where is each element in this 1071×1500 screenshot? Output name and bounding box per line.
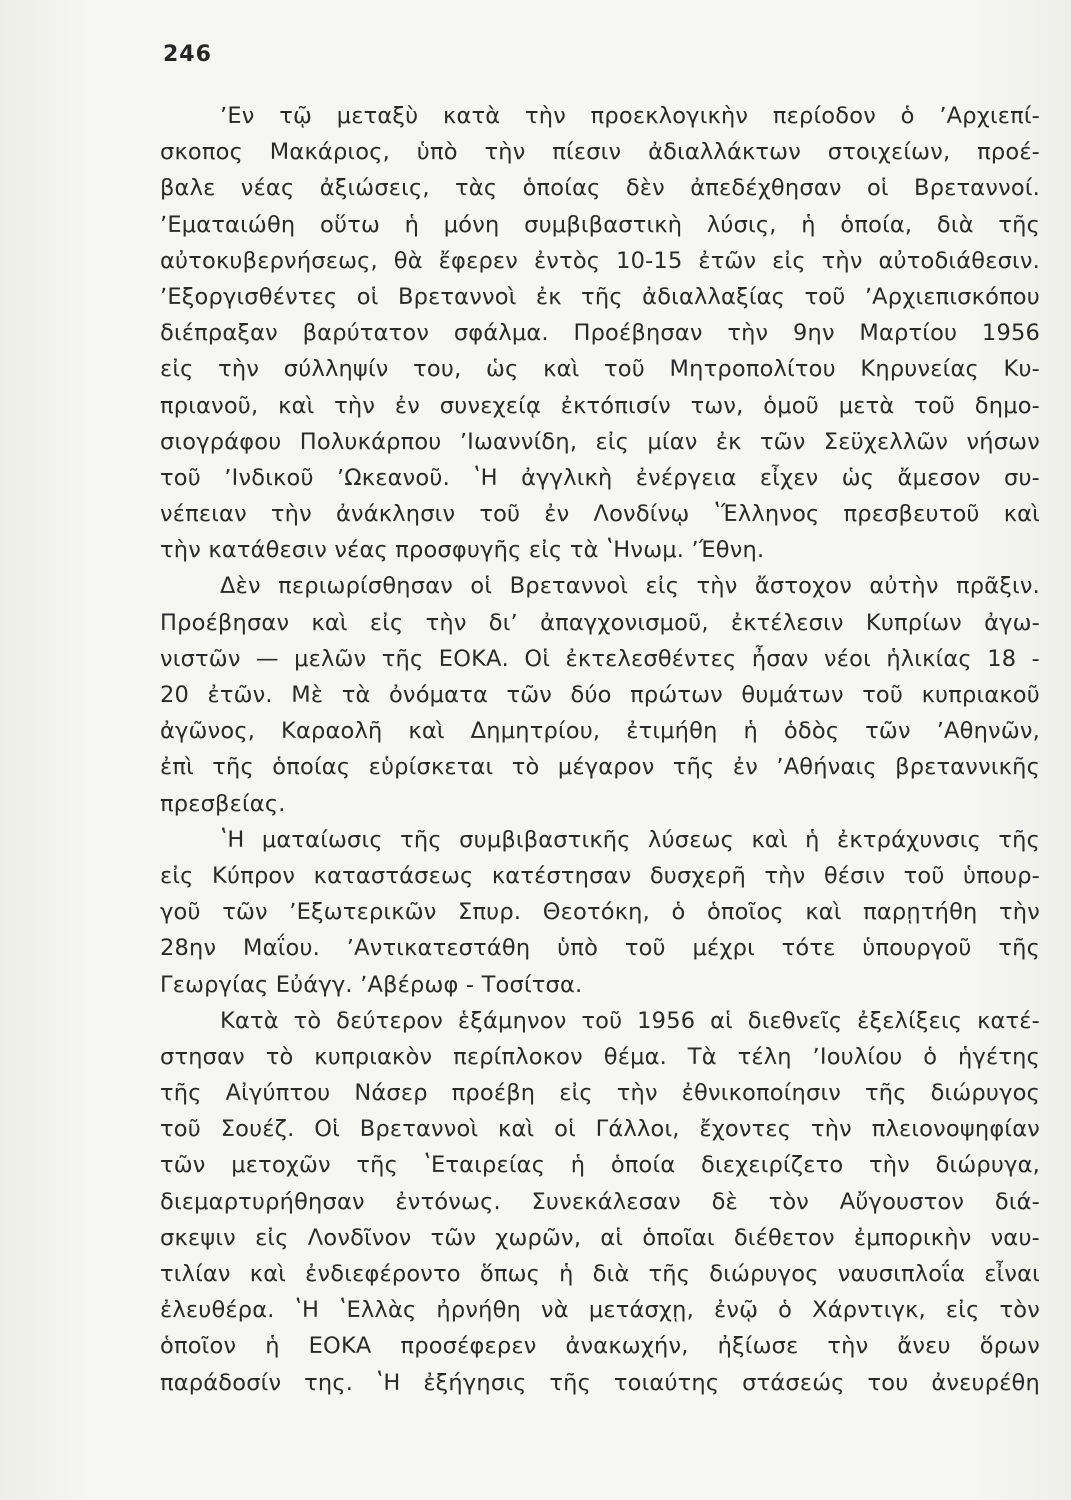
text-line: ἐπὶ τῆς ὁποίας εὑρίσκεται τὸ μέγαρον τῆς ἐν ʼΑθήναις βρεταννικῆς: [160, 754, 1040, 781]
text-line: ʼΕματαιώθη οὕτω ἡ μόνη συμβιβαστικὴ λύσις, ἡ ὁποία, διὰ τῆς: [160, 211, 1040, 238]
text-line: νιστῶν — μελῶν τῆς ΕΟΚΑ. Οἱ ἐκτελεσθέντες ἦσαν νέοι ἡλικίας 18 -: [160, 645, 1040, 672]
text-line: τῆς Αἰγύπτου Νάσερ προέβη εἰς τὴν ἐθνικοποίησιν τῆς διώρυγος: [160, 1080, 1040, 1107]
body-text: [160, 98, 1040, 1401]
text-line: διεμαρτυρήθησαν ἐντόνως. Συνεκάλεσαν δὲ τὸν Αὔγουστον διά-: [160, 1188, 1040, 1215]
text-line: πρεσβείας.: [160, 790, 286, 817]
text-line: 20 ἐτῶν. Μὲ τὰ ὀνόματα τῶν δύο πρώτων θυμάτων τοῦ κυπριακοῦ: [160, 682, 1040, 708]
text-line: νέπειαν τὴν ἀνάκλησιν τοῦ ἐν Λονδίνῳ ʽΈλληνος πρεσβευτοῦ καὶ: [160, 501, 1040, 528]
text-line: Γεωργίας Εὐάγγ. ʼΑβέρωφ - Τοσίτσα.: [160, 971, 583, 998]
text-line: ʼΕν τῷ μεταξὺ κατὰ τὴν προεκλογικὴν περίοδον ὁ ʼΑρχιεπί-: [220, 103, 1040, 129]
text-line: στησαν τὸ κυπριακὸν περίπλοκον θέμα. Τὰ τέλη ʼΙουλίου ὁ ἡγέτης: [160, 1043, 1040, 1070]
text-line: τῶν μετοχῶν τῆς ʽΕταιρείας ἡ ὁποία διεχειρίζετο τὴν διώρυγα,: [160, 1152, 1040, 1179]
text-line: διέπραξαν βαρύτατον σφάλμα. Προέβησαν τὴν 9ην Μαρτίου 1956: [160, 320, 1040, 347]
text-line: 28ην Μαΐου. ʼΑντικατεστάθη ὑπὸ τοῦ μέχρι τότε ὑπουργοῦ τῆς: [160, 935, 1040, 962]
text-line: εἰς τὴν σύλληψίν του, ὡς καὶ τοῦ Μητροπολίτου Κηρυνείας Κυ-: [160, 356, 1040, 383]
text-line: ʽΗ ματαίωσις τῆς συμβιβαστικῆς λύσεως καὶ ἡ ἐκτράχυνσις τῆς: [220, 826, 1040, 853]
text-line: Δὲν περιωρίσθησαν οἱ Βρεταννοὶ εἰς τὴν ἄστοχον αὐτὴν πρᾶξιν.: [220, 573, 1040, 600]
text-line: γοῦ τῶν ʼΕξωτερικῶν Σπυρ. Θεοτόκη, ὁ ὁποῖος καὶ παρῃτήθη τὴν: [160, 899, 1040, 926]
text-line: τοῦ ʼΙνδικοῦ ʼΩκεανοῦ. ʽΗ ἀγγλικὴ ἐνέργεια εἶχεν ὡς ἄμεσον συ-: [160, 464, 1040, 491]
text-line: πριανοῦ, καὶ τὴν ἐν συνεχείᾳ ἐκτόπισίν των, ὁμοῦ μετὰ τοῦ δημο-: [160, 392, 1040, 419]
text-line: τιλίαν καὶ ἐνδιεφέροντο ὅπως ἡ διὰ τῆς διώρυγος ναυσιπλοΐα εἶναι: [160, 1261, 1040, 1287]
text-line: σιογράφου Πολυκάρπου ʼΙωαννίδη, εἰς μίαν ἐκ τῶν Σεϋχελλῶν νήσων: [160, 428, 1040, 455]
text-line: ʼΕξοργισθέντες οἱ Βρεταννοὶ ἐκ τῆς ἀδιαλλαξίας τοῦ ʼΑρχιεπισκόπου: [160, 283, 1040, 310]
text-line: τὴν κατάθεσιν νέας προσφυγῆς εἰς τὰ ʽΗνωμ. ʼΈθνη.: [160, 537, 765, 564]
text-line: Προέβησαν καὶ εἰς τὴν διʼ ἀπαγχονισμοῦ, ἐκτέλεσιν Κυπρίων ἀγω-: [160, 609, 1040, 636]
text-line: Κατὰ τὸ δεύτερον ἑξάμηνον τοῦ 1956 αἱ διεθνεῖς ἐξελίξεις κατέ-: [220, 1007, 1040, 1034]
text-line: αὐτοκυβερνήσεως, θὰ ἔφερεν ἐντὸς 10-15 ἐτῶν εἰς τὴν αὐτοδιάθεσιν.: [160, 247, 1040, 274]
text-line: εἰς Κύπρον καταστάσεως κατέστησαν δυσχερῆ τὴν θέσιν τοῦ ὑπουρ-: [160, 862, 1040, 889]
text-line: σκεψιν εἰς Λονδῖνον τῶν χωρῶν, αἱ ὁποῖαι διέθετον ἐμπορικὴν ναυ-: [160, 1224, 1040, 1251]
text-line: τοῦ Σουέζ. Οἱ Βρεταννοὶ καὶ οἱ Γάλλοι, ἔχοντες τὴν πλειονοψηφίαν: [160, 1116, 1040, 1143]
text-line: ἐλευθέρα. ʽΗ ʽΕλλὰς ἠρνήθη νὰ μετάσχῃ, ἐνῷ ὁ Χάρντιγκ, εἰς τὸν: [160, 1297, 1040, 1324]
text-line: βαλε νέας ἀξιώσεις, τὰς ὁποίας δὲν ἀπεδέχθησαν οἱ Βρεταννοί.: [160, 175, 1040, 202]
page-number: 246: [163, 42, 212, 67]
text-line: ἀγῶνος, Καραολῆ καὶ Δημητρίου, ἐτιμήθη ἡ ὁδὸς τῶν ʼΑθηνῶν,: [160, 718, 1040, 745]
text-line: σκοπος Μακάριος, ὑπὸ τὴν πίεσιν ἀδιαλλάκτων στοιχείων, προέ-: [160, 139, 1040, 166]
text-line: παράδοσίν της. ʽΗ ἐξήγησις τῆς τοιαύτης στάσεώς του ἀνευρέθη: [160, 1369, 1040, 1396]
text-line: ὁποῖον ἡ ΕΟΚΑ προσέφερεν ἀνακωχήν, ἠξίωσε τὴν ἄνευ ὅρων: [160, 1333, 1040, 1360]
